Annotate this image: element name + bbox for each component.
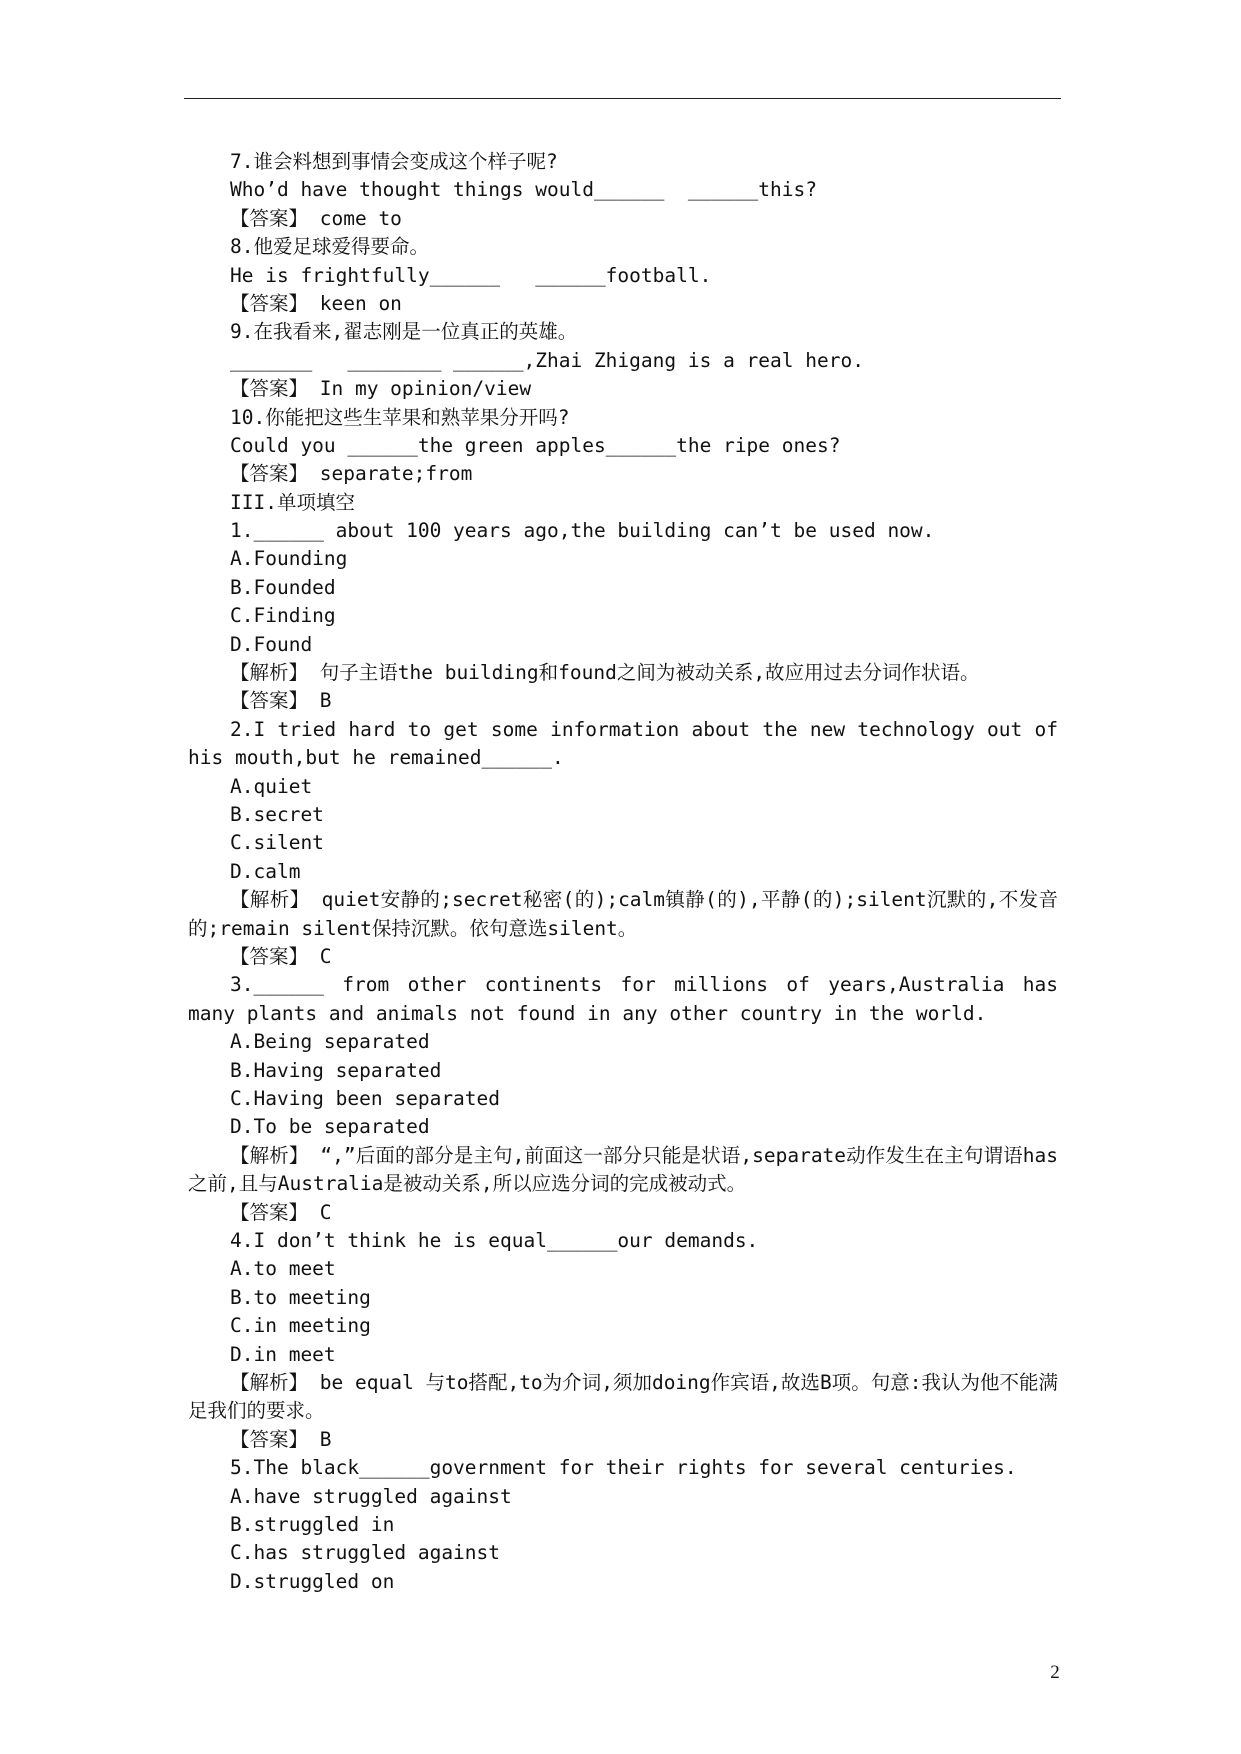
fill-in-sentence: _______ ________ ______,Zhai Zhigang is a real hero. — [230, 348, 864, 372]
section-title: III.单项填空 — [230, 490, 355, 514]
analysis-text: 【解析】 be equal 与to搭配,to为介词,须加doing作宾语,故选B项。句意:我认为他不能满足我们的要求。 — [188, 1370, 1058, 1423]
mcq-item — [188, 716, 1058, 972]
answer-line: 【答案】 come to — [230, 206, 402, 230]
header-rule — [184, 98, 1061, 99]
option-c: C.in meeting — [230, 1314, 371, 1338]
option-c: C.Finding — [230, 604, 336, 628]
fill-in-sentence: Could you ______the green apples______the ripe ones? — [230, 433, 841, 457]
answer-line: 【答案】 B — [230, 1427, 332, 1451]
option-a: A.quiet — [230, 774, 313, 798]
answer-line: 【答案】 C — [230, 945, 332, 968]
answer-line: 【答案】 keen on — [230, 291, 402, 315]
mcq-item — [188, 971, 1058, 1227]
analysis-text: 【解析】 句子主语the building和found之间为被动关系,故应用过去分词作状语。 — [230, 661, 980, 685]
question-stem: 2.I tried hard to get some information about the new technology out of his mouth,but he remained______. — [188, 717, 1058, 770]
translation-item — [188, 318, 1058, 403]
question-stem: 4.I don’t think he is equal______our demands. — [230, 1228, 759, 1252]
option-c: C.silent — [230, 831, 324, 855]
option-c: C.has struggled against — [230, 1541, 501, 1565]
option-b: B.Having separated — [230, 1058, 442, 1082]
question-stem: 3.______ from other continents for millions of years,Australia has many plants and animals not found in any other country in the world. — [188, 973, 1058, 1025]
option-d: D.calm — [230, 859, 301, 883]
analysis-text: 【解析】 quiet安静的;secret秘密(的);calm镇静(的),平静(的);silent沉默的,不发音的;remain silent保持沉默。依句意选silent。 — [188, 888, 1058, 940]
question-text: 7.谁会料想到事情会变成这个样子呢? — [230, 150, 558, 173]
option-d: D.struggled on — [230, 1569, 395, 1593]
page-number: 2 — [1050, 1662, 1060, 1683]
question-text: 9.在我看来,翟志刚是一位真正的英雄。 — [230, 320, 578, 344]
fill-in-sentence: He is frightfully______ ______football. — [230, 263, 712, 287]
option-d: D.Found — [230, 632, 313, 656]
option-b: B.to meeting — [230, 1285, 371, 1309]
analysis-text: 【解析】 “,”后面的部分是主句,前面这一部分只能是状语,separate动作发生在主句谓语has 之前,且与Australia是被动关系,所以应选分词的完成被动式。 — [188, 1143, 1058, 1196]
answer-line: 【答案】 In my opinion/view — [230, 377, 532, 401]
translation-item — [188, 233, 1058, 318]
option-a: A.to meet — [230, 1257, 336, 1281]
option-c: C.Having been separated — [230, 1086, 501, 1110]
option-d: D.in meet — [230, 1342, 336, 1366]
question-stem: 1.______ about 100 years ago,the building can’t be used now. — [230, 519, 935, 543]
option-b: B.Founded — [230, 575, 336, 599]
option-d: D.To be separated — [230, 1115, 430, 1139]
question-stem: 5.The black______government for their rights for several centuries. — [230, 1456, 1017, 1480]
option-b: B.struggled in — [230, 1512, 395, 1536]
option-b: B.secret — [230, 803, 324, 827]
answer-line: 【答案】 separate;from — [230, 462, 473, 486]
option-a: A.Being separated — [230, 1030, 430, 1054]
option-a: A.have struggled against — [230, 1484, 512, 1508]
option-a: A.Founding — [230, 547, 348, 571]
mcq-item — [188, 1227, 1058, 1454]
translation-item — [188, 148, 1058, 233]
question-text: 10.你能把这些生苹果和熟苹果分开吗? — [230, 405, 570, 429]
fill-in-sentence: Who’d have thought things would______ ______this? — [230, 178, 817, 202]
answer-line: 【答案】 C — [230, 1200, 332, 1224]
document-body — [188, 148, 1058, 1596]
translation-item — [188, 404, 1058, 489]
question-text: 8.他爱足球爱得要命。 — [230, 235, 429, 259]
answer-line: 【答案】 B — [230, 689, 332, 713]
mcq-item — [188, 517, 1058, 716]
mcq-item — [188, 1454, 1058, 1596]
